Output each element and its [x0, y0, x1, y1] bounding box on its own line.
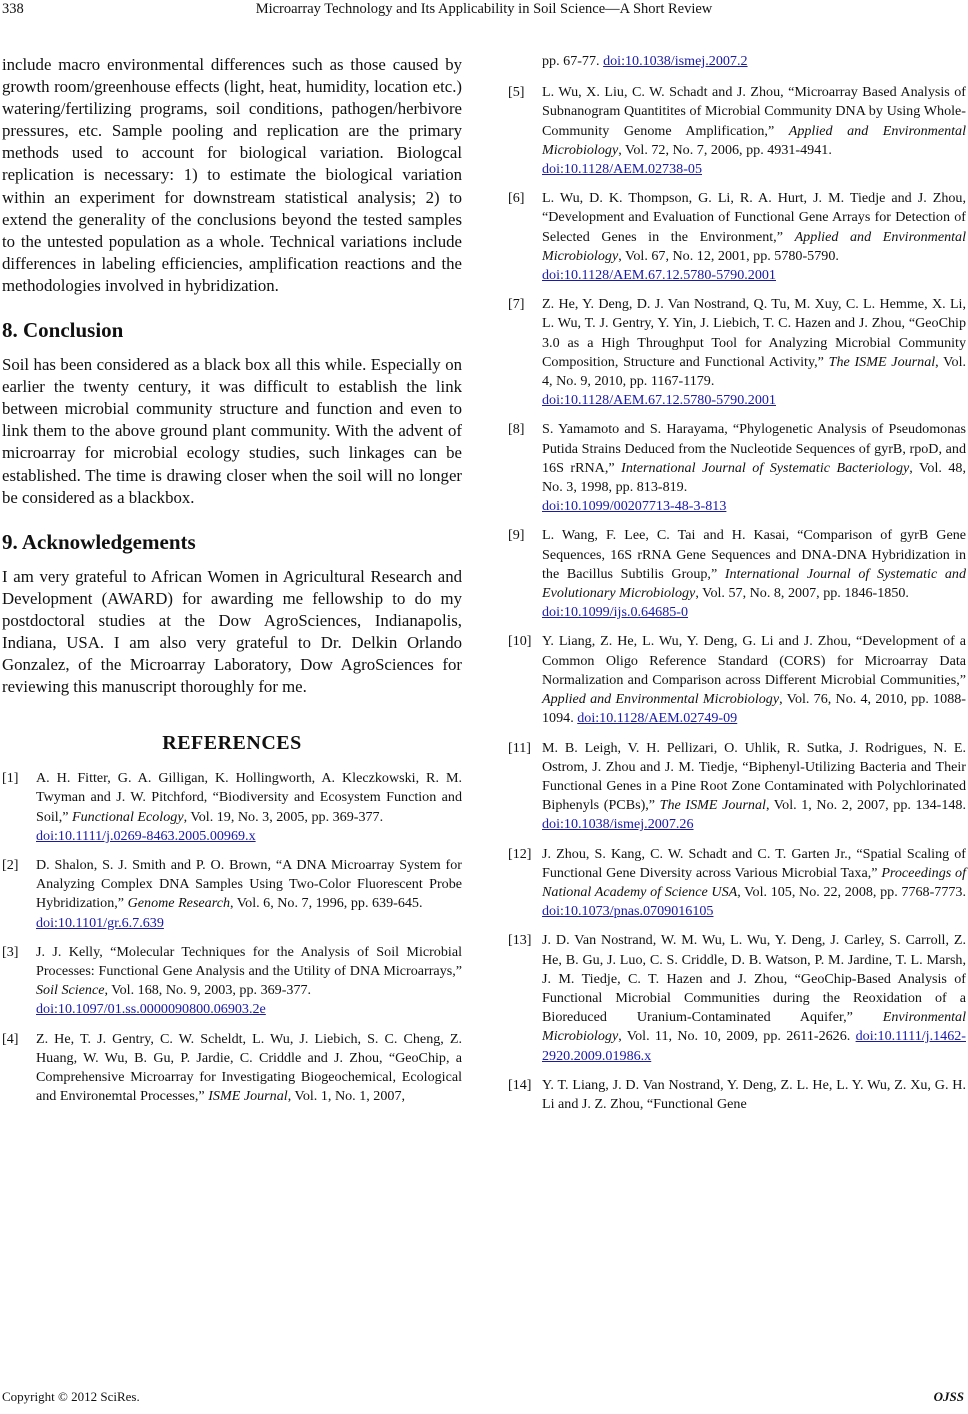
reference-number: [12]: [508, 845, 532, 862]
reference-number: [14]: [508, 1076, 532, 1093]
reference-journal: Environmental Microbiology: [542, 1009, 966, 1045]
reference-journal: Applied and Environmental Microbiology: [542, 228, 967, 264]
doi-link[interactable]: doi:10.1097/01.ss.0000090800.06903.2e: [36, 1001, 266, 1018]
conclusion-heading: 8. Conclusion: [2, 318, 124, 343]
reference-text: L. Wu, D. K. Thompson, G. Li, R. A. Hurt, J. M. Tiedje and J. Zhou, “Development and Evaluation of Functional Gene Arrays for Detection of Selected Genes in the Environment,” Applied and Environmental Microbiology, Vol. 67, No. 12, 2001, pp. 5780-5790.: [542, 190, 967, 264]
reference-journal: International Journal of Systematic Bacteriology: [621, 459, 910, 476]
reference-text: J. J. Kelly, “Molecular Techniques for the Analysis of Soil Microbial Processes: Functional Gene Analysis and the Utility of DNA Microarrays,” Soil Science, Vol. 168, No. 9, 2003, pp. 369-377.: [36, 943, 462, 999]
reference-text: Z. He, Y. Deng, D. J. Van Nostrand, Q. Tu, M. Xuy, C. L. Hemme, X. Li, L. Wu, T. J. Gentry, Y. Yin, J. Liebich, T. C. Hazen and J. Zhou, “GeoChip 3.0 as a High Throughput Tool for Analyzing Microbial Community Composition, Structure and Functional Activity,” The ISME Journal, Vol. 4, No. 9, 2010, pp. 1167-1179.: [542, 296, 967, 390]
reference-text: L. Wang, F. Lee, C. Tai and H. Kasai, “Comparison of gyrB Gene Sequences, 16S rRNA Gene Sequences and DNA-DNA Hybridization in the Bacillus Subtilis Group,” International Journal of Systematic and Evolutionary Microbiology, Vol. 57, No. 8, 2007, pp. 1846-1850.: [542, 527, 966, 602]
reference-list-left: [2, 769, 462, 1106]
reference-number: [3]: [2, 943, 19, 960]
journal-abbreviation: OJSS: [933, 1389, 964, 1404]
reference-number: [10]: [508, 633, 532, 650]
reference-text: J. D. Van Nostrand, W. M. Wu, L. Wu, Y. Deng, J. Carley, S. Carroll, Z. He, B. Gu, J. Luo, C. S. Criddle, D. B. Watson, P. M. Jardine, T. L. Marsh, J. M. Tiedje, C. T. Hazen and J. Zhou, “GeoChip-Based Analysis of Functional Microbial Communities during the Reoxidation of a Bioreduced Uranium-Contaminated Aquifer,” Environmental Microbiology, Vol. 11, No. 10, 2009, pp. 2611-2626.: [542, 932, 966, 1045]
reference-number: [2]: [2, 857, 19, 874]
reference-number: [9]: [508, 527, 525, 544]
reference-number: [4]: [2, 1030, 19, 1047]
page-header: [0, 0, 968, 24]
doi-link[interactable]: doi:10.1111/j.1462-2920.2009.01986.x: [542, 1028, 966, 1064]
reference-item: [508, 1076, 966, 1114]
reference-journal: Proceedings of National Academy of Science USA: [542, 864, 966, 900]
reference-item: [2, 769, 462, 846]
reference-number: [6]: [508, 190, 525, 207]
doi-link[interactable]: doi:10.1099/00207713-48-3-813: [542, 498, 727, 515]
reference-journal: The ISME Journal: [828, 353, 936, 370]
reference-journal: International Journal of Systematic and Evolutionary Microbiology: [542, 565, 966, 602]
reference-text: A. H. Fitter, G. A. Gilligan, K. Hollingworth, A. Kleczkowski, R. M. Twyman and J. W. Pitchford, “Biodiversity and Ecosystem Function and Soil,” Functional Ecology, Vol. 19, No. 3, 2005, pp. 369-377.: [36, 770, 462, 825]
reference-item: [508, 189, 966, 285]
reference-journal: The ISME Journal: [659, 797, 766, 814]
reference-text: M. B. Leigh, V. H. Pellizari, O. Uhlik, R. Sutka, J. Rodrigues, N. E. Ostrom, J. Zhou and J. M. Tiedje, “Biphenyl-Utilizing Bacteria and Their Functional Genes in a Pine Root Zone Contaminated with Polychlorinated Biphenyls (PCBs),” The ISME Journal, Vol. 1, No. 2, 2007, pp. 134-148.: [542, 739, 966, 814]
doi-link[interactable]: doi:10.1111/j.0269-8463.2005.00969.x: [36, 827, 256, 844]
reference-journal: Applied and Environmental Microbiology: [542, 122, 966, 158]
reference-item: [2, 856, 462, 933]
doi-link[interactable]: doi:10.1038/ismej.2007.2: [603, 53, 748, 69]
right-column: [508, 52, 966, 1124]
reference-item: [508, 295, 966, 410]
reference-text: L. Wu, X. Liu, C. W. Schadt and J. Zhou, “Microarray Based Analysis of Subnanogram Quantitites of Microbial Community DNA by Using Whole-Community Genome Amplification,” Applied and Environmental Microbiology, Vol. 72, No. 7, 2006, pp. 4931-4941.: [542, 84, 966, 158]
reference-item: [508, 83, 966, 179]
reference-list-right: [508, 83, 966, 1114]
reference-number: [7]: [508, 296, 525, 313]
reference-journal: Functional Ecology: [72, 808, 184, 825]
reference-4-continuation: pp. 67-77. doi:10.1038/ismej.2007.2: [542, 53, 748, 69]
intro-paragraph: include macro environmental differences such as those caused by growth room/greenhouse effects (light, heat, humidity, location etc.) watering/fertilizing programs, soil conditions, pathogen/herbivore pressures, etc. Sample pooling and replication are the primary methods used to account for biological variation. Biologcal replication is necessary: 1) to estimate the biological variation within an experiment for downstream statistical analysis; 2) to extend the generality of the conclusions beyond the tested samples to the untested population as a whole. Technical variations include differences in labeling efficiencies, amplification reactions and the methodologies involved in hybridization.: [2, 55, 462, 295]
reference-number: [5]: [508, 84, 525, 101]
doi-link[interactable]: doi:10.1101/gr.6.7.639: [36, 914, 164, 931]
reference-journal: Soil Science: [36, 982, 105, 999]
running-title: Microarray Technology and Its Applicability in Soil Science—A Short Review: [255, 1, 713, 17]
reference-item: [508, 420, 966, 516]
reference-item: [508, 931, 966, 1065]
doi-link[interactable]: doi:10.1128/AEM.67.12.5780-5790.2001: [542, 392, 776, 409]
reference-item: [508, 739, 966, 835]
reference-number: [8]: [508, 421, 525, 438]
reference-number: [11]: [508, 739, 531, 756]
reference-item: [508, 845, 966, 922]
reference-text: Y. Liang, Z. He, L. Wu, Y. Deng, G. Li and J. Zhou, “Development of a Common Oligo Reference Standard (CORS) for Microarray Data Normalization and Comparison across Different Microbial Communities,” Applied and Environmental Microbiology, Vol. 76, No. 4, 2010, pp. 1088-1094.: [542, 633, 966, 727]
doi-link[interactable]: doi:10.1128/AEM.67.12.5780-5790.2001: [542, 267, 776, 284]
doi-link[interactable]: doi:10.1128/AEM.02749-09: [577, 710, 738, 727]
reference-number: [1]: [2, 770, 19, 787]
copyright-notice: Copyright © 2012 SciRes.: [2, 1389, 140, 1404]
conclusion-paragraph: Soil has been considered as a black box all this while. Especially on earlier the twenty century, it was difficult to establish the link between microbial community structure and function and even to link them to the above ground plant community. With the advent of microarray for microbial ecology studies, such linkages can be established. The time is drawing closer when the soil will no longer be considered as a blackbox.: [2, 355, 462, 507]
acknowledgements-heading: 9. Acknowledgements: [2, 529, 196, 554]
reference-item: [508, 526, 966, 622]
references-heading: REFERENCES: [162, 732, 302, 755]
acknowledgements-paragraph: I am very grateful to African Women in Agricultural Research and Development (AWARD) for awarding me fellowship to do my postdoctoral studies at the Dow AgroSciences, Indianapolis, Indiana, USA. I am also very grateful to Dr. Delkin Orlando Gonzalez, of the Microarray Laboratory, Dow AgroSciences for reviewing this manuscript thoroughly for me.: [2, 566, 462, 697]
reference-item: [2, 943, 462, 1020]
reference-journal: Applied and Environmental Microbiology: [542, 691, 780, 708]
doi-link[interactable]: doi:10.1073/pnas.0709016105: [542, 903, 714, 920]
page-number: 338: [2, 1, 24, 17]
reference-text: D. Shalon, S. J. Smith and P. O. Brown, “A DNA Microarray System for Analyzing Complex DNA Samples Using Two-Color Fluorescent Probe Hybridization,” Genome Research, Vol. 6, No. 7, 1996, pp. 639-645.: [36, 857, 462, 912]
reference-item: [508, 632, 966, 728]
reference-text: Z. He, T. J. Gentry, C. W. Scheldt, L. Wu, J. Liebich, S. C. Cheng, Z. Huang, W. Wu, B. Gu, P. Jardie, C. Criddle and J. Zhou, “GeoChip, a Comprehensive Microarray for Investigating Biogeochemical, Ecological and Environemtal Processes,” ISME Journal, Vol. 1, No. 1, 2007,: [36, 1030, 462, 1105]
reference-number: [13]: [508, 932, 532, 949]
reference-text: J. Zhou, S. Kang, C. W. Schadt and C. T. Garten Jr., “Spatial Scaling of Functional Gene Diversity across Various Microbial Taxa,” Proceedings of National Academy of Science USA, Vol. 105, No. 22, 2008, pp. 7768-7773.: [542, 845, 966, 900]
reference-text: Y. T. Liang, J. D. Van Nostrand, Y. Deng, Z. L. He, L. Y. Wu, Z. Xu, G. H. Li and J. Z. Zhou, “Functional Gene: [542, 1076, 966, 1112]
reference-journal: Genome Research: [127, 895, 230, 912]
doi-link[interactable]: doi:10.1038/ismej.2007.26: [542, 816, 694, 833]
doi-link[interactable]: doi:10.1099/ijs.0.64685-0: [542, 604, 689, 621]
left-column: [2, 54, 462, 1117]
doi-link[interactable]: doi:10.1128/AEM.02738-05: [542, 161, 702, 178]
reference-item: [2, 1030, 462, 1107]
reference-text: S. Yamamoto and S. Harayama, “Phylogenetic Analysis of Pseudomonas Putida Strains Deduced from the Nucleotide Sequences of gyrB, rpoD, and 16S rRNA,” International Journal of Systematic Bacteriology, Vol. 48, No. 3, 1998, pp. 813-819.: [542, 421, 966, 496]
reference-journal: ISME Journal: [208, 1088, 288, 1105]
